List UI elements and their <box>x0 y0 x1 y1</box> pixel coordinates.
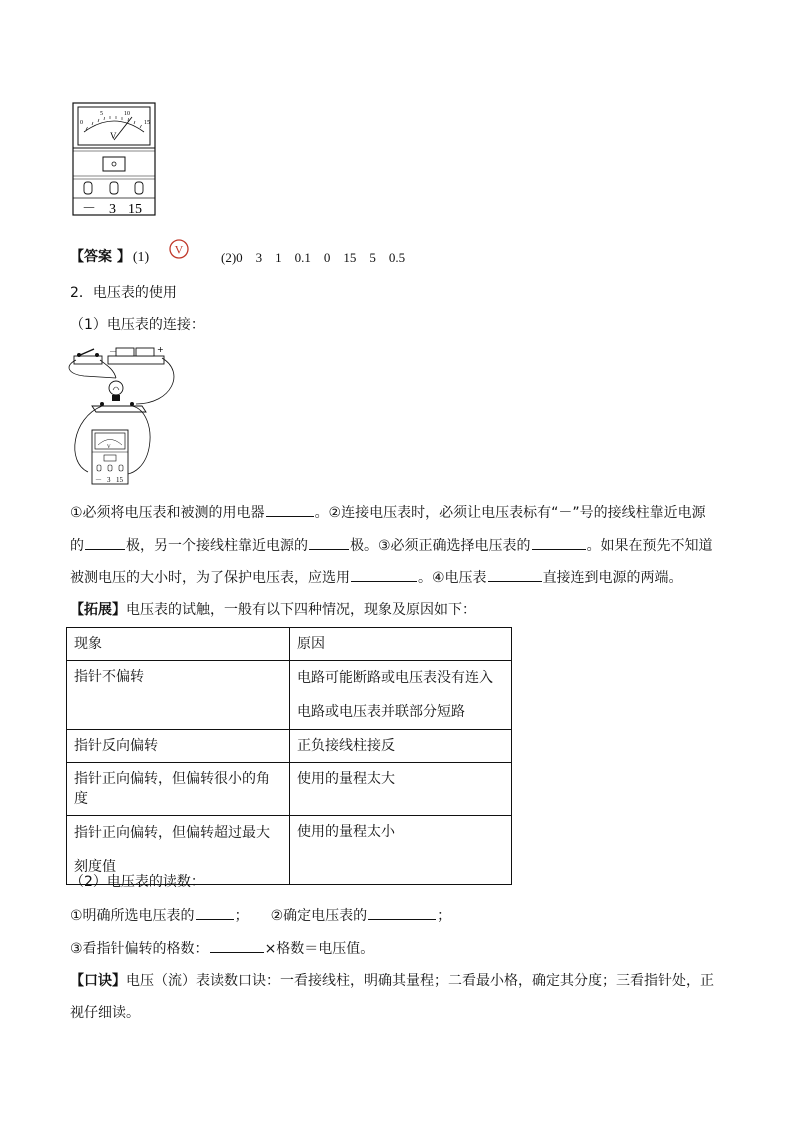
scale-tick-label: 5 <box>100 111 103 117</box>
table-cell: 指针正向偏转，但偏转超过最大刻度值 <box>67 816 290 885</box>
para-text: ； <box>437 908 452 924</box>
para-line-3 <box>70 567 683 588</box>
para-text: 被测电压的大小时，为了保护电压表，应选用 <box>70 570 350 586</box>
section-title: 2．电压表的使用 <box>70 285 177 301</box>
para-text: ②确定电压表的 <box>270 908 368 924</box>
scale-tick-label: 10 <box>124 111 130 117</box>
table-cell: 使用的量程太大 <box>290 763 512 816</box>
meter-unit: V <box>107 445 111 450</box>
fill-blank[interactable] <box>196 905 234 920</box>
table-row <box>67 730 512 763</box>
table-cell: 使用的量程太小 <box>290 816 512 885</box>
fill-blank[interactable] <box>351 567 417 582</box>
para-line-2 <box>70 535 713 556</box>
fill-blank[interactable] <box>309 535 349 550</box>
table-cell: 指针正向偏转，但偏转很小的角度 <box>67 763 290 816</box>
mnemonic-line-2: 视仔细读。 <box>70 1005 140 1021</box>
scale-tick-label: 0 <box>80 120 83 126</box>
answer-part1: (1) <box>132 250 150 265</box>
reading-line-2 <box>70 938 374 959</box>
meter-unit: V <box>110 131 117 141</box>
fill-blank[interactable] <box>532 535 586 550</box>
fill-blank[interactable] <box>85 535 125 550</box>
answer-label: 【答案 】 <box>70 249 131 265</box>
table-row <box>67 661 512 730</box>
terminal-label: 15 <box>116 476 123 484</box>
circuit-figure <box>64 342 184 488</box>
table-header: 现象 <box>67 628 290 661</box>
fill-blank[interactable] <box>210 938 264 953</box>
terminal-label: 15 <box>128 202 142 217</box>
terminal-label: － <box>95 476 102 484</box>
table-header: 原因 <box>290 628 512 661</box>
mnemonic-label: 【口诀】 <box>70 973 126 989</box>
table-row <box>67 763 512 816</box>
para-text: 。②连接电压表时，必须让电压表标有“－”号的接线柱靠近电源 <box>314 505 706 521</box>
para-text: 的 <box>70 538 84 554</box>
para-line-1 <box>70 502 706 523</box>
fill-blank[interactable] <box>488 567 542 582</box>
terminal-label: － <box>82 202 96 217</box>
expand-line <box>70 600 476 620</box>
subsection-title: （1）电压表的连接： <box>70 317 205 333</box>
symbol-letter: V <box>174 242 184 257</box>
para-text: 直接连到电源的两端。 <box>542 570 683 586</box>
subsection-title: （2）电压表的读数： <box>70 874 205 890</box>
table-cell: 指针不偏转 <box>67 661 290 730</box>
para-text: 极。③必须正确选择电压表的 <box>350 538 531 554</box>
expand-text: 电压表的试触，一般有以下四种情况，现象及原因如下： <box>126 602 476 618</box>
voltmeter-figure <box>70 102 158 218</box>
para-text: 。④电压表 <box>418 570 487 586</box>
mnemonic-text: 电压（流）表读数口诀：一看接线柱，明确其量程；二看最小格，确定其分度；三看指针处，正 <box>126 973 714 989</box>
para-text: 极，另一个接线柱靠近电源的 <box>126 538 308 554</box>
scale-tick-label: 15 <box>144 120 150 126</box>
para-text: ； <box>234 908 249 924</box>
battery-minus-label: － <box>109 347 117 356</box>
answer-part2: (2)0 3 1 0.1 0 15 5 0.5 <box>221 250 406 265</box>
terminal-label: 3 <box>109 202 116 217</box>
para-text: ×格数＝电压值。 <box>264 941 375 957</box>
terminal-label: 3 <box>107 476 111 484</box>
fill-blank[interactable] <box>266 502 314 517</box>
table-cell: 指针反向偏转 <box>67 730 290 763</box>
para-text: ①必须将电压表和被测的用电器 <box>70 505 265 521</box>
table-header-row <box>67 628 512 661</box>
reading-line-1 <box>70 905 451 926</box>
table-cell: 电路可能断路或电压表没有连入电路或电压表并联部分短路 <box>290 661 512 730</box>
battery-plus-label: + <box>157 345 164 354</box>
para-text: ③看指针偏转的格数： <box>70 941 209 957</box>
answer-line <box>70 247 149 268</box>
expand-label: 【拓展】 <box>70 602 126 618</box>
mnemonic-line-1 <box>70 971 714 991</box>
para-text: ①明确所选电压表的 <box>70 908 195 924</box>
fill-blank[interactable] <box>368 905 436 920</box>
voltmeter-symbol-icon <box>168 238 190 260</box>
symptom-table <box>66 627 512 885</box>
para-text: 。如果在预先不知道 <box>586 538 713 554</box>
table-cell: 正负接线柱接反 <box>290 730 512 763</box>
